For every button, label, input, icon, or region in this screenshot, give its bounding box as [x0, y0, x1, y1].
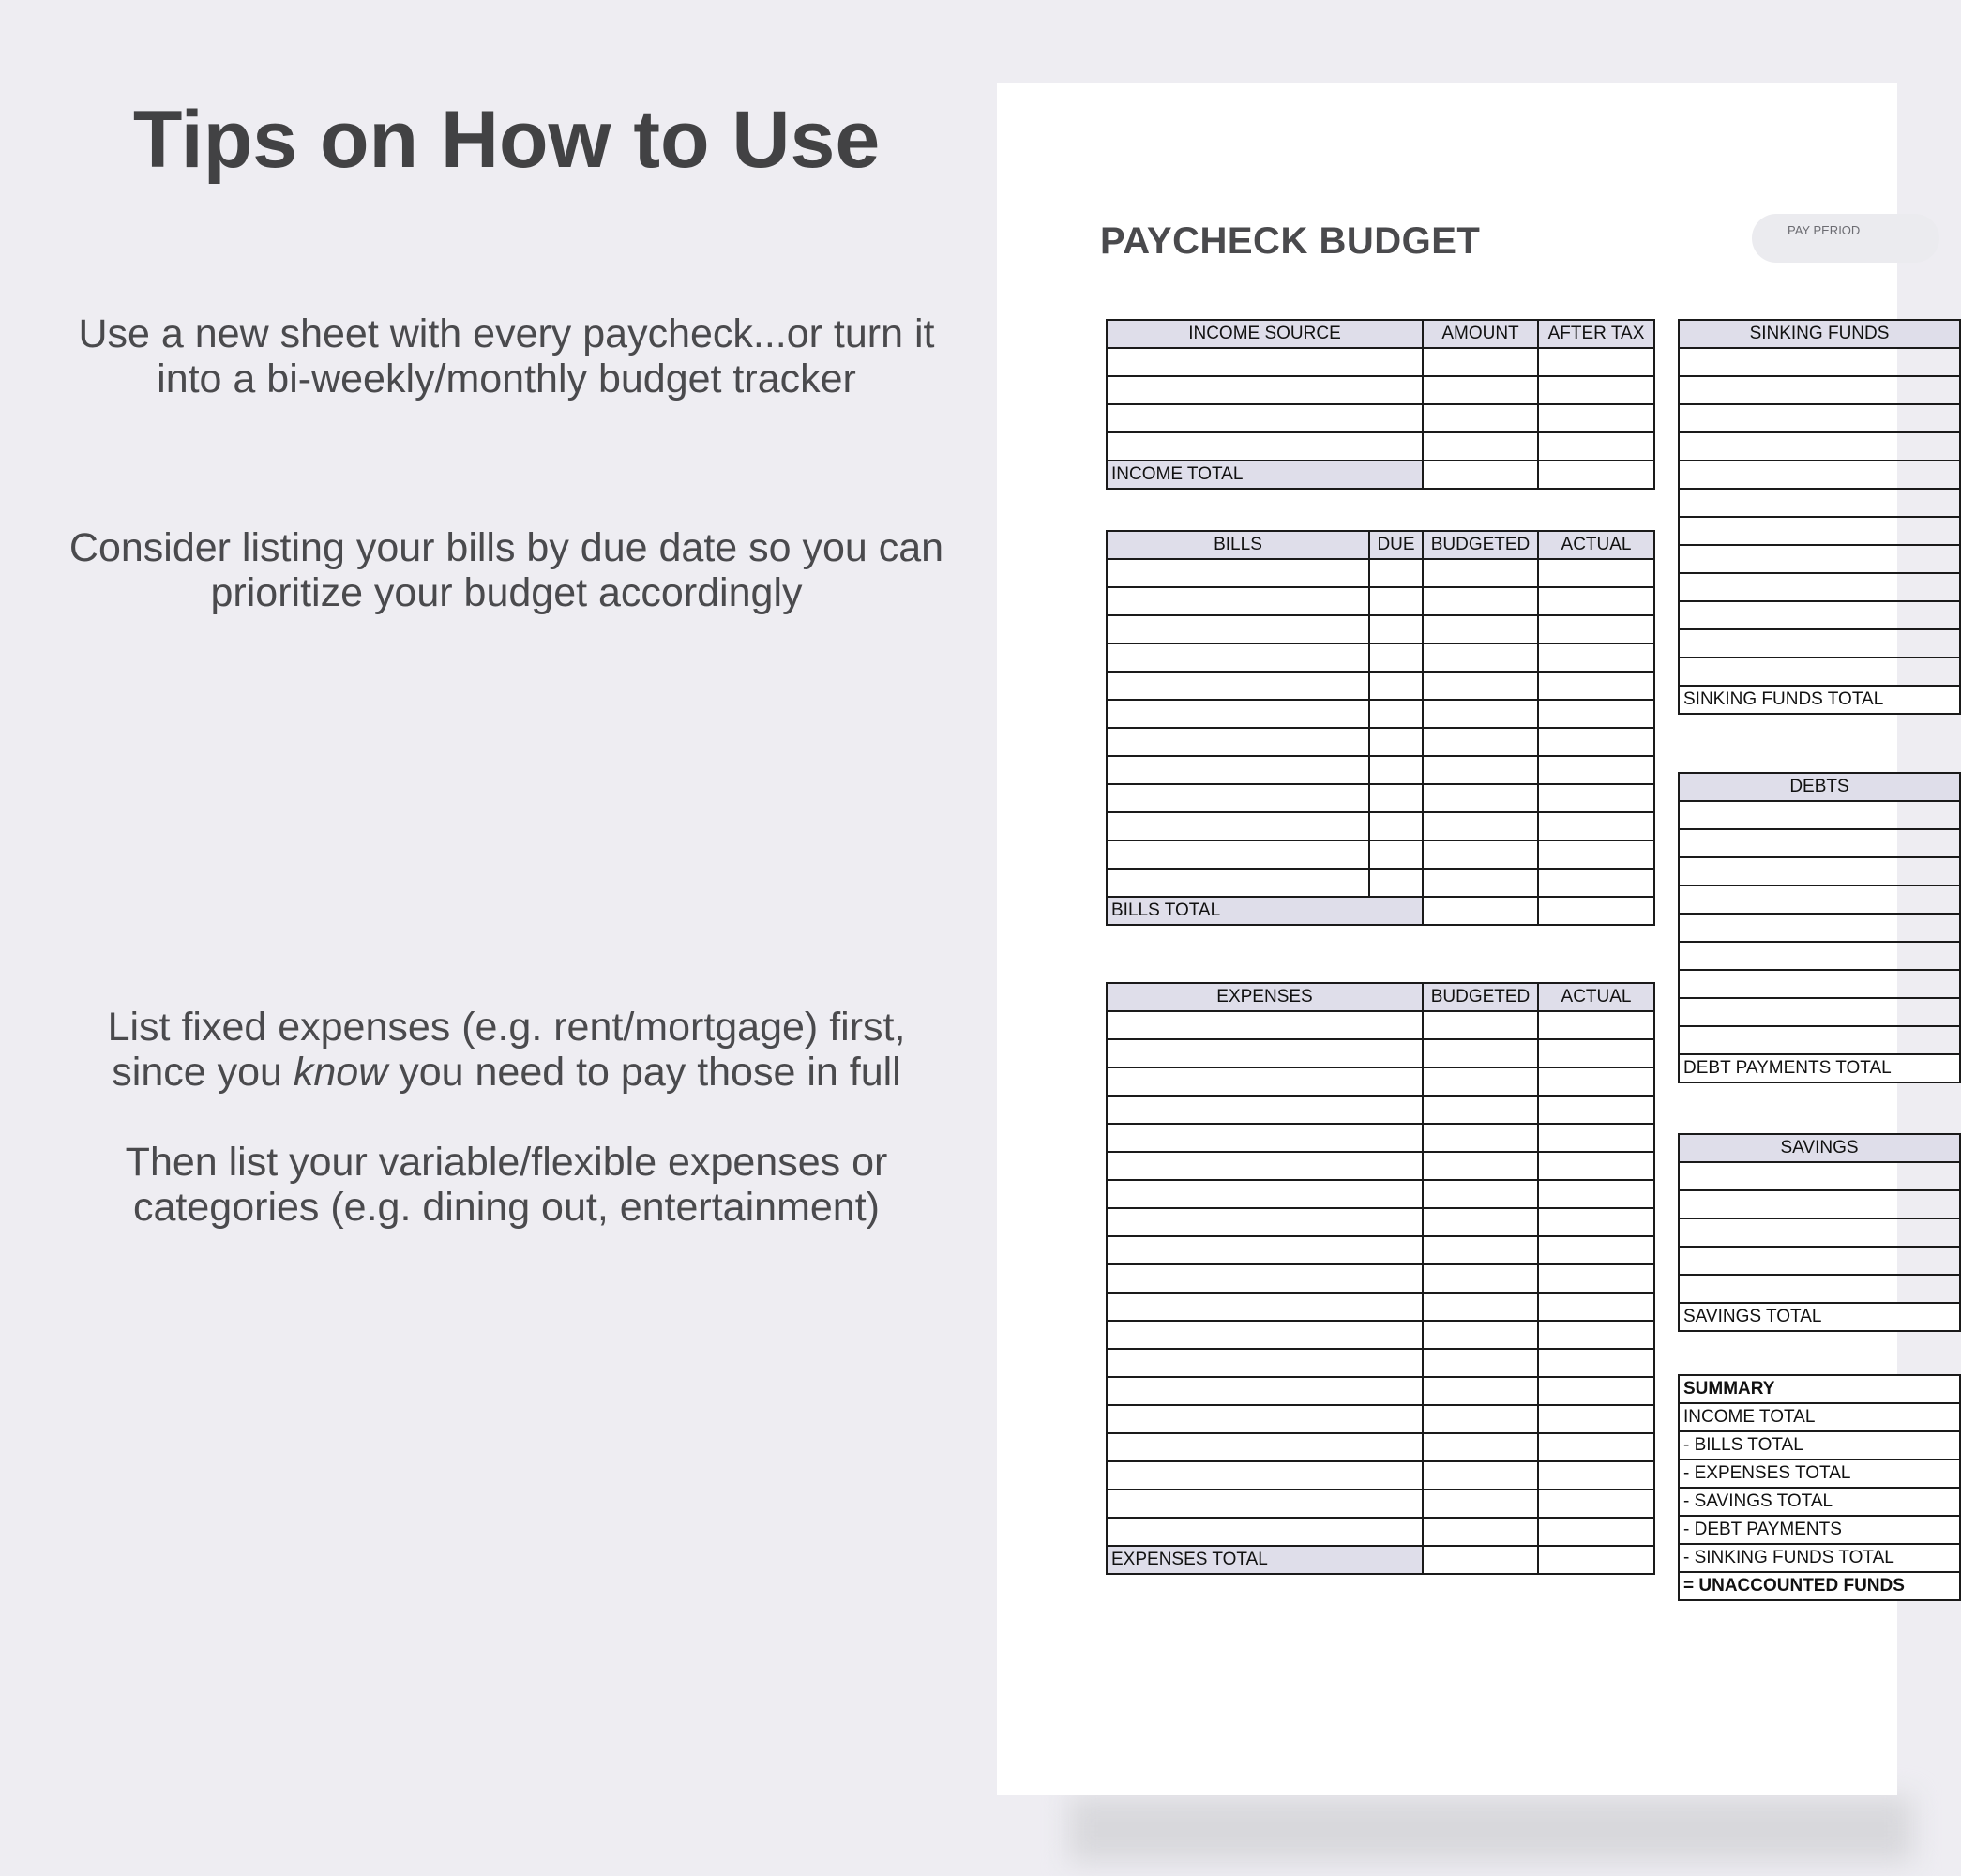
- entry-cell[interactable]: [1538, 1180, 1654, 1208]
- table-row: [1107, 1349, 1654, 1377]
- entry-cell[interactable]: [1107, 1180, 1423, 1208]
- entry-cell[interactable]: [1107, 1264, 1423, 1293]
- entry-cell[interactable]: [1538, 1152, 1654, 1180]
- entry-cell[interactable]: [1538, 1405, 1654, 1433]
- entry-cell[interactable]: [1423, 672, 1538, 700]
- entry-cell[interactable]: [1423, 840, 1538, 869]
- page-shadow: [1069, 1796, 1913, 1862]
- table-row: [1679, 1162, 1960, 1190]
- table-header-row: [1679, 1134, 1960, 1162]
- entry-cell[interactable]: [1107, 432, 1423, 461]
- table-row: [1679, 970, 1960, 998]
- expenses-table: [1106, 982, 1655, 1575]
- header-budgeted: BUDGETED: [1423, 531, 1538, 559]
- entry-cell[interactable]: [1423, 1405, 1538, 1433]
- table-row: [1107, 784, 1654, 812]
- entry-cell[interactable]: [1423, 1461, 1538, 1490]
- entry-cell[interactable]: [1679, 1218, 1960, 1247]
- entry-cell[interactable]: [1679, 432, 1960, 461]
- table-row: [1107, 1264, 1654, 1293]
- entry-cell[interactable]: [1423, 1011, 1538, 1039]
- entry-cell[interactable]: [1423, 1264, 1538, 1293]
- entry-cell[interactable]: [1679, 829, 1960, 857]
- entry-cell[interactable]: [1679, 1162, 1960, 1190]
- entry-cell[interactable]: [1538, 643, 1654, 672]
- entry-cell[interactable]: [1538, 1124, 1654, 1152]
- table-row: [1679, 376, 1960, 404]
- table-row: [1107, 728, 1654, 756]
- table-row: [1679, 601, 1960, 629]
- tip-line: Consider listing your bills by due date so you can: [68, 525, 944, 570]
- table-row: [1107, 1039, 1654, 1067]
- table-header-row: [1107, 320, 1654, 348]
- entry-cell[interactable]: [1538, 587, 1654, 615]
- entry-cell[interactable]: [1423, 1349, 1538, 1377]
- entry-cell[interactable]: [1107, 1433, 1423, 1461]
- entry-cell[interactable]: [1107, 1152, 1423, 1180]
- table-row: [1107, 1152, 1654, 1180]
- table-row: [1107, 1321, 1654, 1349]
- entry-cell[interactable]: [1538, 404, 1654, 432]
- entry-cell[interactable]: [1107, 1321, 1423, 1349]
- header-expenses: EXPENSES: [1107, 983, 1423, 1011]
- entry-cell[interactable]: [1107, 1011, 1423, 1039]
- entry-cell[interactable]: [1369, 587, 1423, 615]
- header-sinking-funds: SINKING FUNDS: [1679, 320, 1960, 348]
- summary-table: [1678, 1374, 1961, 1601]
- entry-cell[interactable]: [1107, 1124, 1423, 1152]
- entry-cell[interactable]: [1107, 728, 1369, 756]
- table-row: [1107, 1405, 1654, 1433]
- bills-table: [1106, 530, 1655, 926]
- entry-cell[interactable]: [1679, 885, 1960, 914]
- debts-total-row: [1679, 1054, 1960, 1082]
- tips-title: Tips on How to Use: [132, 95, 881, 185]
- entry-cell[interactable]: [1107, 1461, 1423, 1490]
- tip-text: since you: [112, 1050, 294, 1095]
- entry-cell[interactable]: [1423, 784, 1538, 812]
- entry-cell[interactable]: [1423, 1039, 1538, 1067]
- entry-cell[interactable]: [1369, 615, 1423, 643]
- savings-total-label: SAVINGS TOTAL: [1679, 1303, 1960, 1331]
- table-row: [1679, 1247, 1960, 1275]
- bills-total-row: [1107, 897, 1654, 925]
- table-row: [1679, 348, 1960, 376]
- table-row: [1107, 700, 1654, 728]
- entry-cell[interactable]: [1107, 1208, 1423, 1236]
- table-row: [1107, 1377, 1654, 1405]
- table-row: [1107, 404, 1654, 432]
- entry-cell[interactable]: [1538, 1321, 1654, 1349]
- pay-period-field[interactable]: [1752, 214, 1939, 263]
- entry-cell[interactable]: [1369, 643, 1423, 672]
- tip-line: categories (e.g. dining out, entertainment): [133, 1185, 880, 1230]
- entry-cell[interactable]: [1107, 348, 1423, 376]
- entry-cell[interactable]: [1369, 869, 1423, 897]
- entry-cell[interactable]: [1538, 1039, 1654, 1067]
- tip-line: into a bi-weekly/monthly budget tracker: [157, 356, 856, 401]
- entry-cell[interactable]: [1679, 1026, 1960, 1054]
- table-row: [1107, 376, 1654, 404]
- table-row: [1679, 857, 1960, 885]
- tip-line: Then list your variable/flexible expenses or: [125, 1140, 888, 1185]
- entry-cell[interactable]: [1679, 489, 1960, 517]
- savings-table: [1678, 1133, 1961, 1332]
- header-actual: ACTUAL: [1538, 983, 1654, 1011]
- entry-cell[interactable]: [1423, 1293, 1538, 1321]
- table-row: [1679, 801, 1960, 829]
- entry-cell[interactable]: [1423, 587, 1538, 615]
- table-row: [1107, 1236, 1654, 1264]
- tip-line: prioritize your budget accordingly: [210, 570, 803, 615]
- table-row: [1679, 489, 1960, 517]
- table-row: [1679, 404, 1960, 432]
- entry-cell[interactable]: [1107, 1349, 1423, 1377]
- entry-cell[interactable]: [1107, 812, 1369, 840]
- tip-line: Use a new sheet with every paycheck...or turn it: [78, 311, 935, 356]
- header-savings: SAVINGS: [1679, 1134, 1960, 1162]
- tip-variable-expenses: [28, 1140, 985, 1230]
- summary-row: [1679, 1516, 1960, 1544]
- table-row: [1107, 1293, 1654, 1321]
- header-bills: BILLS: [1107, 531, 1369, 559]
- entry-cell[interactable]: [1679, 517, 1960, 545]
- table-row: [1107, 840, 1654, 869]
- header-debts: DEBTS: [1679, 773, 1960, 801]
- entry-cell[interactable]: [1538, 1433, 1654, 1461]
- entry-cell[interactable]: [1538, 869, 1654, 897]
- entry-cell[interactable]: [1107, 643, 1369, 672]
- table-row: [1679, 545, 1960, 573]
- table-row: [1679, 517, 1960, 545]
- entry-cell[interactable]: [1538, 784, 1654, 812]
- entry-cell[interactable]: [1107, 1490, 1423, 1518]
- income-total-amount-cell[interactable]: [1423, 461, 1538, 489]
- entry-cell[interactable]: [1423, 1096, 1538, 1124]
- tip-line: [28, 1050, 985, 1095]
- entry-cell[interactable]: [1107, 1039, 1423, 1067]
- table-header-row: [1679, 773, 1960, 801]
- entry-cell[interactable]: [1538, 728, 1654, 756]
- expenses-total-budgeted-cell[interactable]: [1423, 1546, 1538, 1574]
- entry-cell[interactable]: [1679, 998, 1960, 1026]
- table-row: [1679, 658, 1960, 686]
- entry-cell[interactable]: [1107, 1293, 1423, 1321]
- entry-cell[interactable]: [1679, 801, 1960, 829]
- table-header-row: [1679, 320, 1960, 348]
- entry-cell[interactable]: [1538, 1236, 1654, 1264]
- entry-cell[interactable]: [1423, 1124, 1538, 1152]
- entry-cell[interactable]: [1107, 1096, 1423, 1124]
- income-total-row: [1107, 461, 1654, 489]
- table-row: [1107, 1180, 1654, 1208]
- entry-cell[interactable]: [1107, 1405, 1423, 1433]
- summary-header: SUMMARY: [1679, 1375, 1960, 1403]
- pay-period-label: PAY PERIOD: [1788, 223, 1861, 237]
- debts-total-label: DEBT PAYMENTS TOTAL: [1679, 1054, 1960, 1082]
- sinking-funds-total-label: SINKING FUNDS TOTAL: [1679, 686, 1960, 714]
- table-row: [1679, 998, 1960, 1026]
- entry-cell[interactable]: [1107, 1236, 1423, 1264]
- tip-new-sheet: [28, 311, 985, 401]
- income-table: [1106, 319, 1655, 490]
- expenses-total-row: [1107, 1546, 1654, 1574]
- entry-cell[interactable]: [1538, 1349, 1654, 1377]
- sinking-funds-table: [1678, 319, 1961, 715]
- entry-cell[interactable]: [1423, 376, 1538, 404]
- header-due: DUE: [1369, 531, 1423, 559]
- entry-cell[interactable]: [1538, 348, 1654, 376]
- entry-cell[interactable]: [1679, 545, 1960, 573]
- table-row: [1107, 756, 1654, 784]
- entry-cell[interactable]: [1538, 432, 1654, 461]
- entry-cell[interactable]: [1423, 1433, 1538, 1461]
- table-header-row: [1107, 983, 1654, 1011]
- entry-cell[interactable]: [1369, 728, 1423, 756]
- entry-cell[interactable]: [1538, 1067, 1654, 1096]
- entry-cell[interactable]: [1423, 869, 1538, 897]
- table-header-row: [1107, 531, 1654, 559]
- header-after-tax: AFTER TAX: [1538, 320, 1654, 348]
- entry-cell[interactable]: [1679, 942, 1960, 970]
- entry-cell[interactable]: [1679, 629, 1960, 658]
- table-row: [1679, 1026, 1960, 1054]
- entry-cell[interactable]: [1107, 756, 1369, 784]
- summary-savings-total: - SAVINGS TOTAL: [1679, 1488, 1960, 1516]
- entry-cell[interactable]: [1538, 1377, 1654, 1405]
- table-row: [1107, 559, 1654, 587]
- entry-cell[interactable]: [1538, 756, 1654, 784]
- entry-cell[interactable]: [1423, 559, 1538, 587]
- table-row: [1107, 672, 1654, 700]
- bills-total-budgeted-cell[interactable]: [1423, 897, 1538, 925]
- table-row: [1679, 432, 1960, 461]
- summary-row: [1679, 1544, 1960, 1572]
- table-row: [1107, 1124, 1654, 1152]
- entry-cell[interactable]: [1107, 376, 1423, 404]
- entry-cell[interactable]: [1538, 1208, 1654, 1236]
- expenses-total-label: EXPENSES TOTAL: [1107, 1546, 1423, 1574]
- table-row: [1107, 1096, 1654, 1124]
- entry-cell[interactable]: [1679, 348, 1960, 376]
- table-row: [1107, 587, 1654, 615]
- summary-unaccounted-funds: = UNACCOUNTED FUNDS: [1679, 1572, 1960, 1600]
- budget-sheet-page: [997, 83, 1905, 1795]
- income-total-after-tax-cell[interactable]: [1538, 461, 1654, 489]
- tip-text: you need to pay those in full: [387, 1050, 901, 1095]
- entry-cell[interactable]: [1679, 970, 1960, 998]
- debts-table: [1678, 772, 1961, 1083]
- entry-cell[interactable]: [1679, 914, 1960, 942]
- bills-total-label: BILLS TOTAL: [1107, 897, 1423, 925]
- entry-cell[interactable]: [1423, 432, 1538, 461]
- table-row: [1107, 1433, 1654, 1461]
- entry-cell[interactable]: [1369, 672, 1423, 700]
- table-row: [1679, 629, 1960, 658]
- entry-cell[interactable]: [1369, 559, 1423, 587]
- entry-cell[interactable]: [1423, 1152, 1538, 1180]
- entry-cell[interactable]: [1423, 1236, 1538, 1264]
- entry-cell[interactable]: [1679, 404, 1960, 432]
- header-actual: ACTUAL: [1538, 531, 1654, 559]
- header-income-source: INCOME SOURCE: [1107, 320, 1423, 348]
- entry-cell[interactable]: [1679, 1275, 1960, 1303]
- entry-cell[interactable]: [1538, 672, 1654, 700]
- summary-bills-total: - BILLS TOTAL: [1679, 1431, 1960, 1460]
- table-row: [1107, 1518, 1654, 1546]
- entry-cell[interactable]: [1369, 784, 1423, 812]
- entry-cell[interactable]: [1369, 840, 1423, 869]
- entry-cell[interactable]: [1538, 1096, 1654, 1124]
- entry-cell[interactable]: [1107, 840, 1369, 869]
- entry-cell[interactable]: [1107, 559, 1369, 587]
- entry-cell[interactable]: [1538, 559, 1654, 587]
- table-row: [1107, 1011, 1654, 1039]
- table-row: [1107, 1461, 1654, 1490]
- income-total-label: INCOME TOTAL: [1107, 461, 1423, 489]
- entry-cell[interactable]: [1679, 1247, 1960, 1275]
- entry-cell[interactable]: [1538, 840, 1654, 869]
- entry-cell[interactable]: [1423, 404, 1538, 432]
- entry-cell[interactable]: [1423, 728, 1538, 756]
- table-row: [1679, 1275, 1960, 1303]
- entry-cell[interactable]: [1538, 1293, 1654, 1321]
- entry-cell[interactable]: [1107, 700, 1369, 728]
- summary-header-row: [1679, 1375, 1960, 1403]
- entry-cell[interactable]: [1679, 857, 1960, 885]
- summary-sinking-funds-total: - SINKING FUNDS TOTAL: [1679, 1544, 1960, 1572]
- entry-cell[interactable]: [1107, 1518, 1423, 1546]
- entry-cell[interactable]: [1423, 1490, 1538, 1518]
- entry-cell[interactable]: [1107, 404, 1423, 432]
- entry-cell[interactable]: [1423, 1518, 1538, 1546]
- entry-cell[interactable]: [1423, 615, 1538, 643]
- summary-row: [1679, 1488, 1960, 1516]
- entry-cell[interactable]: [1423, 812, 1538, 840]
- entry-cell[interactable]: [1107, 784, 1369, 812]
- summary-income-total: INCOME TOTAL: [1679, 1403, 1960, 1431]
- entry-cell[interactable]: [1423, 1208, 1538, 1236]
- summary-expenses-total: - EXPENSES TOTAL: [1679, 1460, 1960, 1488]
- entry-cell[interactable]: [1538, 700, 1654, 728]
- table-row: [1107, 1067, 1654, 1096]
- table-row: [1107, 1490, 1654, 1518]
- entry-cell[interactable]: [1538, 1011, 1654, 1039]
- entry-cell[interactable]: [1423, 1377, 1538, 1405]
- summary-row: [1679, 1460, 1960, 1488]
- table-row: [1679, 1218, 1960, 1247]
- entry-cell[interactable]: [1538, 1461, 1654, 1490]
- entry-cell[interactable]: [1538, 1518, 1654, 1546]
- tip-line: List fixed expenses (e.g. rent/mortgage) first,: [107, 1005, 906, 1050]
- table-row: [1107, 643, 1654, 672]
- entry-cell[interactable]: [1679, 461, 1960, 489]
- entry-cell[interactable]: [1538, 812, 1654, 840]
- expenses-total-actual-cell[interactable]: [1538, 1546, 1654, 1574]
- table-row: [1107, 812, 1654, 840]
- tip-fixed-expenses: [28, 1005, 985, 1095]
- table-row: [1679, 914, 1960, 942]
- entry-cell[interactable]: [1423, 643, 1538, 672]
- table-row: [1679, 942, 1960, 970]
- entry-cell[interactable]: [1107, 672, 1369, 700]
- savings-total-row: [1679, 1303, 1960, 1331]
- entry-cell[interactable]: [1107, 587, 1369, 615]
- table-row: [1679, 461, 1960, 489]
- entry-cell[interactable]: [1423, 348, 1538, 376]
- table-row: [1679, 885, 1960, 914]
- table-row: [1679, 1190, 1960, 1218]
- entry-cell[interactable]: [1538, 1264, 1654, 1293]
- entry-cell[interactable]: [1679, 658, 1960, 686]
- table-row: [1107, 869, 1654, 897]
- table-row: [1679, 573, 1960, 601]
- entry-cell[interactable]: [1538, 615, 1654, 643]
- entry-cell[interactable]: [1423, 1067, 1538, 1096]
- header-budgeted: BUDGETED: [1423, 983, 1538, 1011]
- table-row: [1107, 1208, 1654, 1236]
- header-amount: AMOUNT: [1423, 320, 1538, 348]
- table-row: [1107, 615, 1654, 643]
- summary-row: [1679, 1403, 1960, 1431]
- entry-cell[interactable]: [1369, 700, 1423, 728]
- entry-cell[interactable]: [1423, 700, 1538, 728]
- entry-cell[interactable]: [1107, 1377, 1423, 1405]
- summary-debt-payments: - DEBT PAYMENTS: [1679, 1516, 1960, 1544]
- summary-final-row: [1679, 1572, 1960, 1600]
- entry-cell[interactable]: [1107, 1067, 1423, 1096]
- entry-cell[interactable]: [1423, 1321, 1538, 1349]
- tip-bills-due-date: [28, 525, 985, 615]
- entry-cell[interactable]: [1107, 615, 1369, 643]
- entry-cell[interactable]: [1423, 1180, 1538, 1208]
- entry-cell[interactable]: [1423, 756, 1538, 784]
- entry-cell[interactable]: [1679, 1190, 1960, 1218]
- sinking-funds-total-row: [1679, 686, 1960, 714]
- entry-cell[interactable]: [1538, 376, 1654, 404]
- entry-cell[interactable]: [1679, 573, 1960, 601]
- tip-emphasis: know: [293, 1050, 388, 1095]
- summary-row: [1679, 1431, 1960, 1460]
- sheet-title: PAYCHECK BUDGET: [1100, 220, 1481, 262]
- table-row: [1107, 348, 1654, 376]
- entry-cell[interactable]: [1369, 812, 1423, 840]
- bills-total-actual-cell[interactable]: [1538, 897, 1654, 925]
- entry-cell[interactable]: [1679, 376, 1960, 404]
- entry-cell[interactable]: [1107, 869, 1369, 897]
- table-row: [1679, 829, 1960, 857]
- entry-cell[interactable]: [1679, 601, 1960, 629]
- table-row: [1107, 432, 1654, 461]
- entry-cell[interactable]: [1538, 1490, 1654, 1518]
- entry-cell[interactable]: [1369, 756, 1423, 784]
